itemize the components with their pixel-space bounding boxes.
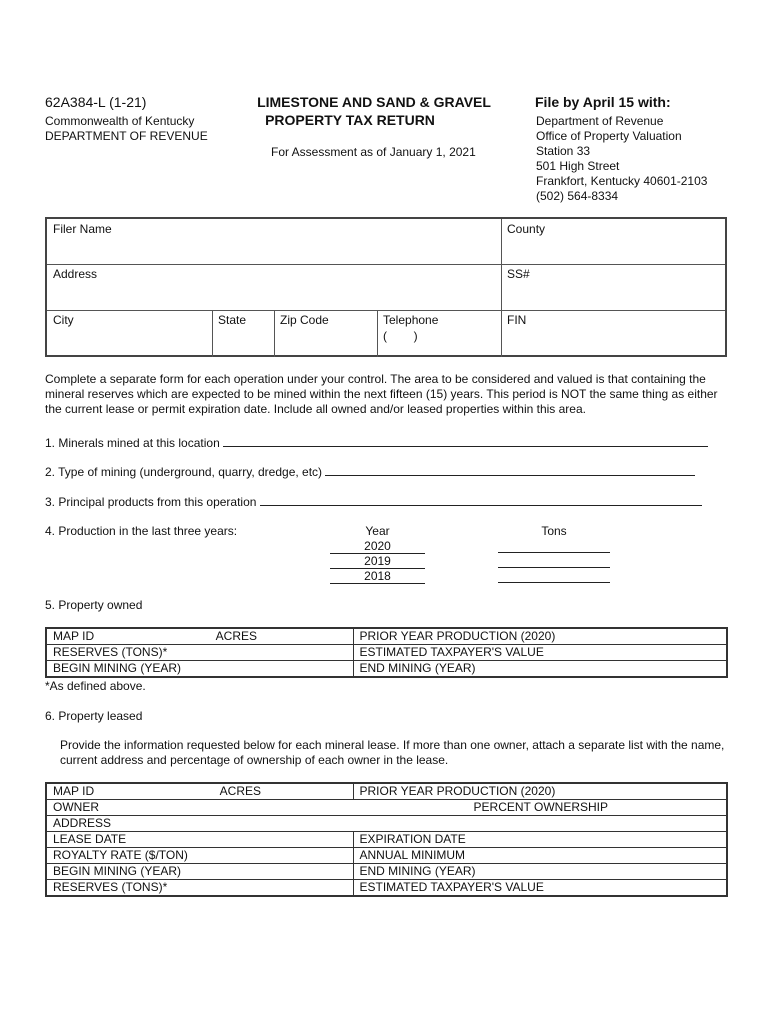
leased-prior-year-cell[interactable]: PRIOR YEAR PRODUCTION (2020) [353, 783, 727, 800]
production-year: 2020 [330, 539, 425, 554]
mail-address-line-5: Frankfort, Kentucky 40601-2103 [536, 174, 708, 188]
file-by-heading: File by April 15 with: [535, 94, 671, 110]
fin-field[interactable]: FIN [507, 313, 527, 327]
assessment-date: For Assessment as of January 1, 2021 [271, 145, 476, 159]
question-1 [45, 435, 708, 450]
leased-reserves-cell[interactable]: RESERVES (TONS)* [46, 880, 353, 897]
instructions-paragraph: Complete a separate form for each operation under your control. The area to be considered and valued is that containing the mineral reserves which are expected to be mined within the next fifteen (15) years. This period is NOT the same thing as either the current lease or permit expiration date. Include all owned and/or leased properties within this area. [45, 372, 718, 416]
question-6-label: 6. Property leased [45, 709, 143, 723]
ssn-field[interactable]: SS# [507, 267, 530, 281]
leased-annual-min-cell[interactable]: ANNUAL MINIMUM [353, 848, 727, 864]
question-3 [45, 494, 702, 509]
mining-type-input[interactable] [325, 464, 695, 476]
reserves-footnote: *As defined above. [45, 679, 146, 693]
leased-lease-date-cell[interactable]: LEASE DATE [46, 832, 353, 848]
tons-input[interactable] [498, 572, 610, 583]
principal-products-input[interactable] [260, 494, 702, 506]
tons-input[interactable] [498, 557, 610, 568]
agency-line-1: Commonwealth of Kentucky [45, 114, 195, 128]
year-column-header: Year [365, 524, 390, 538]
telephone-field[interactable]: Telephone [383, 313, 439, 327]
leased-map-id-cell[interactable] [46, 783, 353, 800]
production-year: 2018 [330, 569, 425, 584]
divider [47, 310, 725, 311]
divider [274, 310, 275, 357]
owned-prior-year-cell[interactable]: PRIOR YEAR PRODUCTION (2020) [353, 628, 727, 645]
mail-address-line-1: Department of Revenue [536, 114, 664, 128]
owner-label: OWNER [53, 800, 99, 814]
filer-info-box [45, 217, 727, 357]
leased-expiration-cell[interactable]: EXPIRATION DATE [353, 832, 727, 848]
question-2-label: 2. Type of mining (underground, quarry, dredge, etc) [45, 465, 323, 479]
map-id-label: MAP ID [53, 629, 95, 643]
question-3-label: 3. Principal products from this operation [45, 495, 257, 509]
question-1-label: 1. Minerals mined at this location [45, 436, 220, 450]
question-5-label: 5. Property owned [45, 598, 143, 612]
form-title-line-2: PROPERTY TAX RETURN [265, 112, 435, 128]
question-2 [45, 464, 695, 479]
owned-map-id-cell[interactable] [46, 628, 353, 645]
divider [377, 310, 378, 357]
owned-end-mining-cell[interactable]: END MINING (YEAR) [353, 661, 727, 678]
zip-code-field[interactable]: Zip Code [280, 313, 329, 327]
leased-owner-cell[interactable] [46, 800, 727, 816]
leased-end-mining-cell[interactable]: END MINING (YEAR) [353, 864, 727, 880]
acres-label: ACRES [215, 629, 257, 643]
divider [47, 264, 725, 265]
property-owned-table [45, 627, 728, 678]
leased-begin-mining-cell[interactable]: BEGIN MINING (YEAR) [46, 864, 353, 880]
tons-column-header: Tons [541, 524, 567, 538]
production-year: 2019 [330, 554, 425, 569]
owned-begin-mining-cell[interactable]: BEGIN MINING (YEAR) [46, 661, 353, 678]
city-field[interactable]: City [53, 313, 74, 327]
address-field[interactable]: Address [53, 267, 98, 281]
state-field[interactable]: State [218, 313, 247, 327]
mail-address-line-6: (502) 564-8334 [536, 189, 619, 203]
question-4-label: 4. Production in the last three years: [45, 524, 238, 538]
question-6-note: Provide the information requested below for each mineral lease. If more than one owner, attach a separate list with the name, current address and percentage of ownership of each owner in the lease. [60, 738, 725, 767]
leased-royalty-cell[interactable]: ROYALTY RATE ($/TON) [46, 848, 353, 864]
acres-label: ACRES [219, 784, 261, 798]
leased-est-value-cell[interactable]: ESTIMATED TAXPAYER'S VALUE [353, 880, 727, 897]
owned-est-value-cell[interactable]: ESTIMATED TAXPAYER'S VALUE [353, 645, 727, 661]
property-leased-table [45, 782, 728, 897]
minerals-mined-input[interactable] [223, 435, 708, 447]
leased-address-cell[interactable]: ADDRESS [46, 816, 727, 832]
percent-ownership-label: PERCENT OWNERSHIP [473, 800, 608, 814]
mail-address-line-2: Office of Property Valuation [536, 129, 682, 143]
mail-address-line-4: 501 High Street [536, 159, 620, 173]
telephone-area-code: ( ) [383, 329, 418, 343]
tons-input[interactable] [498, 542, 610, 553]
form-title-line-1: LIMESTONE AND SAND & GRAVEL [257, 94, 491, 110]
divider [501, 219, 502, 357]
owned-reserves-cell[interactable]: RESERVES (TONS)* [46, 645, 353, 661]
filer-name-field[interactable]: Filer Name [53, 222, 112, 236]
form-code: 62A384-L (1-21) [45, 94, 147, 110]
mail-address-line-3: Station 33 [536, 144, 591, 158]
map-id-label: MAP ID [53, 784, 95, 798]
divider [212, 310, 213, 357]
agency-line-2: DEPARTMENT OF REVENUE [45, 129, 208, 143]
county-field[interactable]: County [507, 222, 546, 236]
